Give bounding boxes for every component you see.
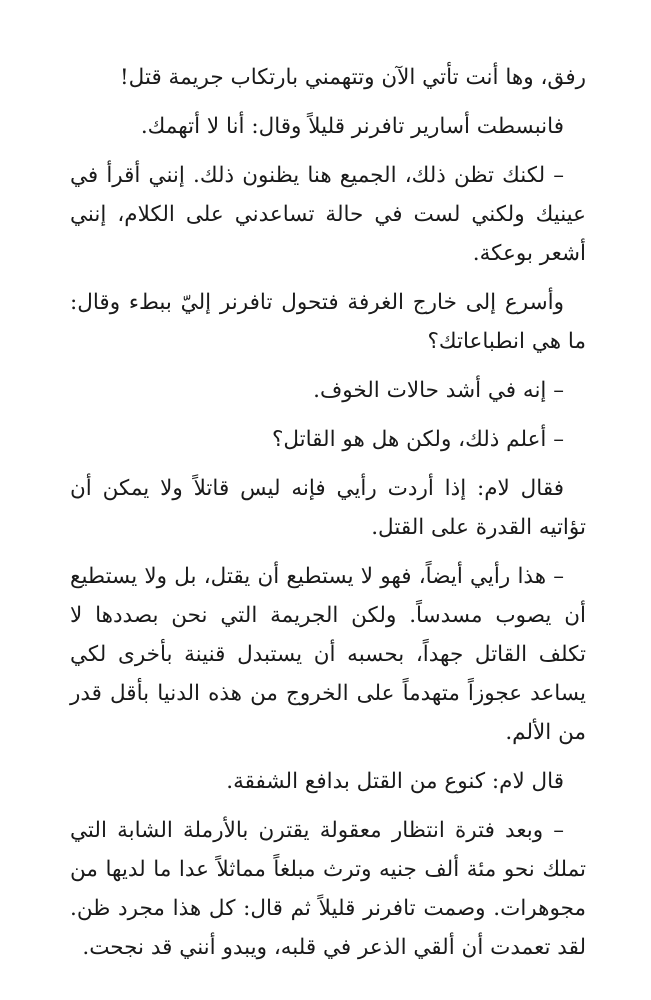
paragraph: فانبسطت أسارير تافرنر قليلاً وقال: أنا لا أتهمك. [140, 114, 564, 139]
paragraph: – لكنك تظن ذلك، الجميع هنا يظنون ذلك. إنني أقرأ في عينيك ولكني لست في حالة تساعدني على الكلام، إنني أشعر بوعكة. [70, 163, 586, 266]
paragraph: فقال لام: إذا أردت رأيي فإنه ليس قاتلاً ولا يمكن أن تؤاتيه القدرة على القتل. [70, 476, 586, 540]
paragraph: – إنه في أشد حالات الخوف. [313, 378, 564, 403]
paragraph: – أعلم ذلك، ولكن هل هو القاتل؟ [271, 427, 564, 452]
page-text [70, 58, 586, 977]
paragraph: رفق، وها أنت تأتي الآن وتتهمني بارتكاب جريمة قتل! [120, 65, 586, 90]
paragraph: وأسرع إلى خارج الغرفة فتحول تافرنر إليّ ببطء وقال: ما هي انطباعاتك؟ [70, 290, 586, 354]
paragraph: – هذا رأيي أيضاً، فهو لا يستطيع أن يقتل، بل ولا يستطيع أن يصوب مسدساً. ولكن الجريمة التي نحن بصددها لا تكلف القاتل جهداً، بحسبه أن يستبدل قنينة بأخرى لكي يساعد عجوزاً متهدماً على الخروج من هذه الدنيا بأقل قدر من الألم. [70, 564, 586, 745]
paragraph: قال لام: كنوع من القتل بدافع الشفقة. [226, 769, 564, 794]
paragraph: – وبعد فترة انتظار معقولة يقترن بالأرملة الشابة التي تملك نحو مئة ألف جنيه وترث مبلغاً مماثلاً عدا ما لديها من مجوهرات. وصمت تافرنر قليلاً ثم قال: كل هذا مجرد ظن. لقد تعمدت أن ألقي الذعر في قلبه، ويبدو أنني قد نجحت. [70, 818, 586, 960]
